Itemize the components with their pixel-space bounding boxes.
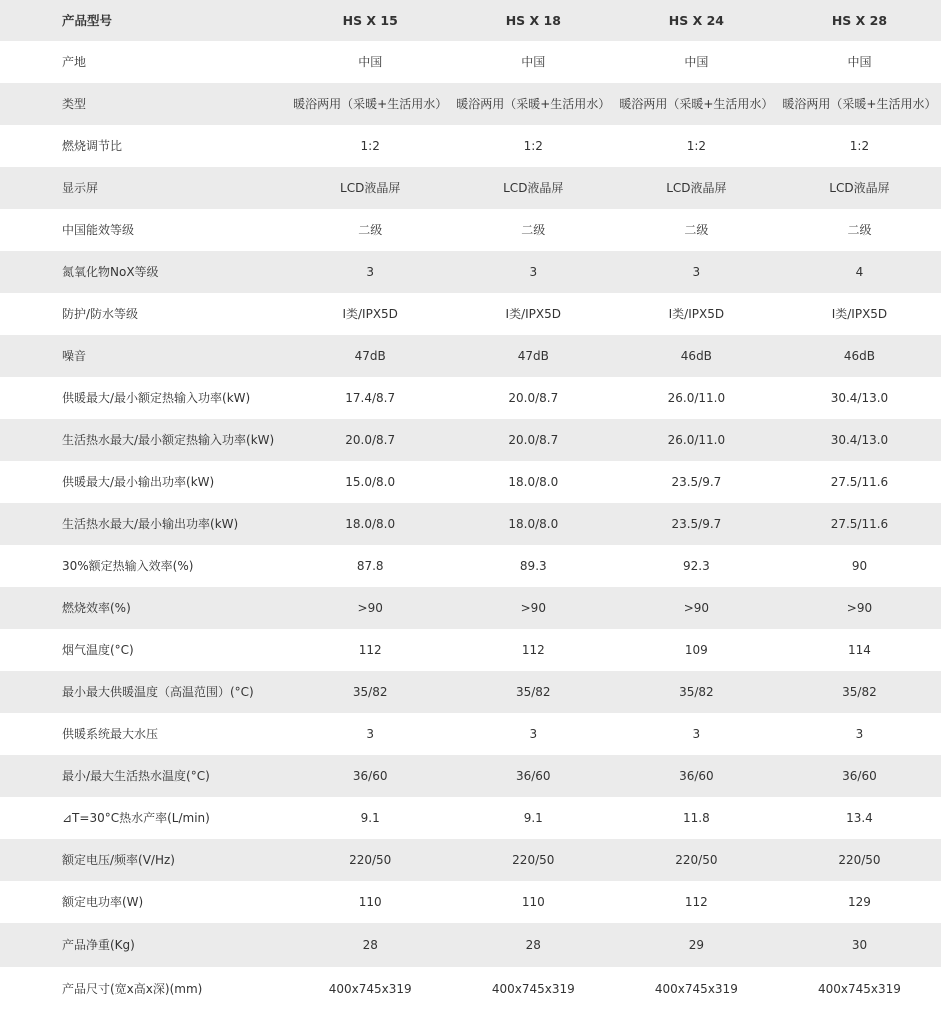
spec-value: 112: [358, 643, 382, 657]
spec-value: 35/82: [679, 685, 714, 699]
spec-value: I类/IPX5D: [505, 307, 562, 321]
spec-label: 额定电压/频率(V/Hz): [62, 853, 175, 867]
spec-value: >90: [520, 601, 546, 615]
spec-label: ⊿T=30°C热水产率(L/min): [62, 811, 210, 825]
spec-label: 供暖最大/最小输出功率(kW): [62, 475, 215, 489]
table-row: [0, 881, 941, 923]
table-row: [0, 967, 941, 1011]
spec-label: 生活热水最大/最小输出功率(kW): [62, 517, 239, 531]
spec-value: 92.3: [683, 559, 710, 573]
spec-value: 11.8: [683, 811, 710, 825]
model-header: HS X 18: [505, 12, 561, 28]
table-row: [0, 671, 941, 713]
spec-value: 35/82: [515, 685, 551, 699]
spec-label: 烟气温度(°C): [62, 643, 134, 657]
table-row: [0, 335, 941, 377]
spec-value: 110: [521, 895, 545, 909]
spec-value: 112: [521, 643, 545, 657]
spec-value: 30.4/13.0: [830, 433, 889, 447]
spec-value: 18.0/8.0: [508, 517, 559, 531]
table-row: [0, 419, 941, 461]
spec-value: 18.0/8.0: [345, 517, 396, 531]
spec-value: 109: [684, 643, 708, 657]
spec-value: 28: [362, 938, 378, 952]
spec-value: 28: [525, 938, 541, 952]
spec-value: 90: [851, 559, 868, 573]
spec-value: 13.4: [846, 811, 873, 825]
spec-value: 400x745x319: [654, 982, 738, 996]
spec-value: 3: [366, 265, 375, 279]
spec-value: LCD液晶屏: [666, 181, 727, 195]
spec-value: 35/82: [842, 685, 877, 699]
table-row: [0, 167, 941, 209]
spec-value: 二级: [358, 223, 383, 237]
spec-value: 9.1: [523, 811, 543, 825]
table-row: [0, 587, 941, 629]
spec-value: 二级: [521, 223, 546, 237]
spec-value: 46dB: [843, 349, 876, 363]
spec-value: >90: [683, 601, 710, 615]
spec-label: 供暖最大/最小额定热输入功率(kW): [62, 391, 251, 405]
spec-value: 暖浴两用（采暖+生活用水）: [456, 97, 611, 111]
spec-value: 87.8: [356, 559, 384, 573]
spec-value: 3: [692, 265, 701, 279]
table-header-row: [0, 0, 941, 41]
spec-value: 中国: [684, 55, 709, 69]
spec-value: LCD液晶屏: [340, 181, 401, 195]
spec-value: 36/60: [842, 769, 877, 783]
spec-value: 17.4/8.7: [345, 391, 396, 405]
spec-value: I类/IPX5D: [668, 307, 725, 321]
spec-value: 129: [848, 895, 871, 909]
spec-value: 36/60: [679, 769, 714, 783]
spec-value: 220/50: [349, 853, 392, 867]
spec-label: 中国能效等级: [62, 223, 135, 237]
spec-value: LCD液晶屏: [829, 181, 890, 195]
spec-label: 噪音: [62, 349, 87, 363]
table-row: [0, 293, 941, 335]
spec-value: 26.0/11.0: [667, 433, 726, 447]
table-row: [0, 797, 941, 839]
spec-value: 89.3: [519, 559, 547, 573]
spec-value: 47dB: [517, 349, 549, 363]
spec-value: 3: [529, 727, 538, 741]
spec-value: I类/IPX5D: [831, 307, 888, 321]
spec-value: 220/50: [838, 853, 881, 867]
spec-label: 燃烧调节比: [62, 139, 123, 153]
table-row: [0, 209, 941, 251]
spec-value: 暖浴两用（采暖+生活用水）: [293, 97, 448, 111]
table-row: [0, 713, 941, 755]
spec-label: 最小/最大生活热水温度(°C): [62, 769, 210, 783]
table-row: [0, 377, 941, 419]
spec-value: 36/60: [515, 769, 551, 783]
spec-label: 燃烧效率(%): [62, 601, 131, 615]
spec-label: 30%额定热输入效率(%): [62, 559, 194, 573]
spec-value: 20.0/8.7: [508, 433, 559, 447]
spec-value: 400x745x319: [491, 982, 575, 996]
spec-value: 400x745x319: [328, 982, 412, 996]
table-row: [0, 545, 941, 587]
spec-label: 类型: [62, 97, 87, 111]
table-row: [0, 839, 941, 881]
spec-value: 110: [358, 895, 382, 909]
spec-label: 最小最大供暖温度（高温范围）(°C): [62, 685, 254, 699]
table-row: [0, 503, 941, 545]
spec-value: 220/50: [675, 853, 718, 867]
spec-value: 26.0/11.0: [667, 391, 726, 405]
spec-value: 47dB: [354, 349, 386, 363]
spec-value: 3: [855, 727, 864, 741]
table-row: [0, 41, 941, 83]
spec-value: 中国: [358, 55, 383, 69]
model-header: HS X 15: [342, 12, 398, 28]
spec-value: 1:2: [523, 139, 543, 153]
header-label: 产品型号: [62, 12, 113, 28]
spec-value: LCD液晶屏: [503, 181, 564, 195]
spec-value: 中国: [847, 55, 872, 69]
table-row: [0, 461, 941, 503]
spec-value: 400x745x319: [817, 982, 901, 996]
spec-label: 供暖系统最大水压: [62, 727, 159, 741]
spec-value: 二级: [684, 223, 709, 237]
spec-value: 114: [848, 643, 871, 657]
spec-value: 23.5/9.7: [671, 475, 722, 489]
table-row: [0, 251, 941, 293]
spec-value: >90: [357, 601, 383, 615]
spec-value: 4: [855, 265, 864, 279]
spec-label: 产地: [62, 55, 87, 69]
spec-value: 9.1: [360, 811, 380, 825]
spec-value: 20.0/8.7: [508, 391, 559, 405]
spec-label: 氮氧化物NoX等级: [62, 265, 159, 279]
spec-value: I类/IPX5D: [342, 307, 398, 321]
spec-label: 生活热水最大/最小额定热输入功率(kW): [62, 433, 275, 447]
spec-value: 3: [529, 265, 538, 279]
spec-value: 46dB: [680, 349, 712, 363]
spec-label: 显示屏: [62, 181, 99, 195]
spec-value: 30: [851, 938, 868, 952]
spec-value: 暖浴两用（采暖+生活用水）: [782, 97, 937, 111]
table-row: [0, 83, 941, 125]
spec-value: 15.0/8.0: [345, 475, 396, 489]
spec-value: 27.5/11.6: [830, 517, 889, 531]
spec-value: 23.5/9.7: [671, 517, 722, 531]
spec-value: >90: [846, 601, 873, 615]
table-row: [0, 755, 941, 797]
spec-value: 220/50: [512, 853, 555, 867]
spec-value: 1:2: [849, 139, 870, 153]
spec-label: 防护/防水等级: [62, 307, 139, 321]
spec-label: 产品净重(Kg): [62, 938, 135, 952]
spec-value: 1:2: [360, 139, 380, 153]
spec-value: 20.0/8.7: [345, 433, 396, 447]
spec-value: 中国: [521, 55, 546, 69]
table-row: [0, 629, 941, 671]
spec-label: 产品尺寸(宽x高x深)(mm): [62, 982, 203, 996]
spec-value: 3: [366, 727, 375, 741]
spec-value: 二级: [847, 223, 872, 237]
spec-value: 暖浴两用（采暖+生活用水）: [619, 97, 774, 111]
spec-value: 27.5/11.6: [830, 475, 889, 489]
spec-value: 35/82: [352, 685, 388, 699]
spec-value: 36/60: [352, 769, 388, 783]
spec-label: 额定电功率(W): [62, 895, 144, 909]
model-header: HS X 28: [831, 12, 888, 28]
model-header: HS X 24: [668, 12, 724, 28]
spec-value: 1:2: [686, 139, 707, 153]
spec-value: 29: [688, 938, 704, 952]
spec-value: 3: [692, 727, 701, 741]
table-row: [0, 125, 941, 167]
spec-value: 30.4/13.0: [830, 391, 889, 405]
table-row: [0, 923, 941, 967]
spec-value: 18.0/8.0: [508, 475, 559, 489]
spec-value: 112: [684, 895, 708, 909]
